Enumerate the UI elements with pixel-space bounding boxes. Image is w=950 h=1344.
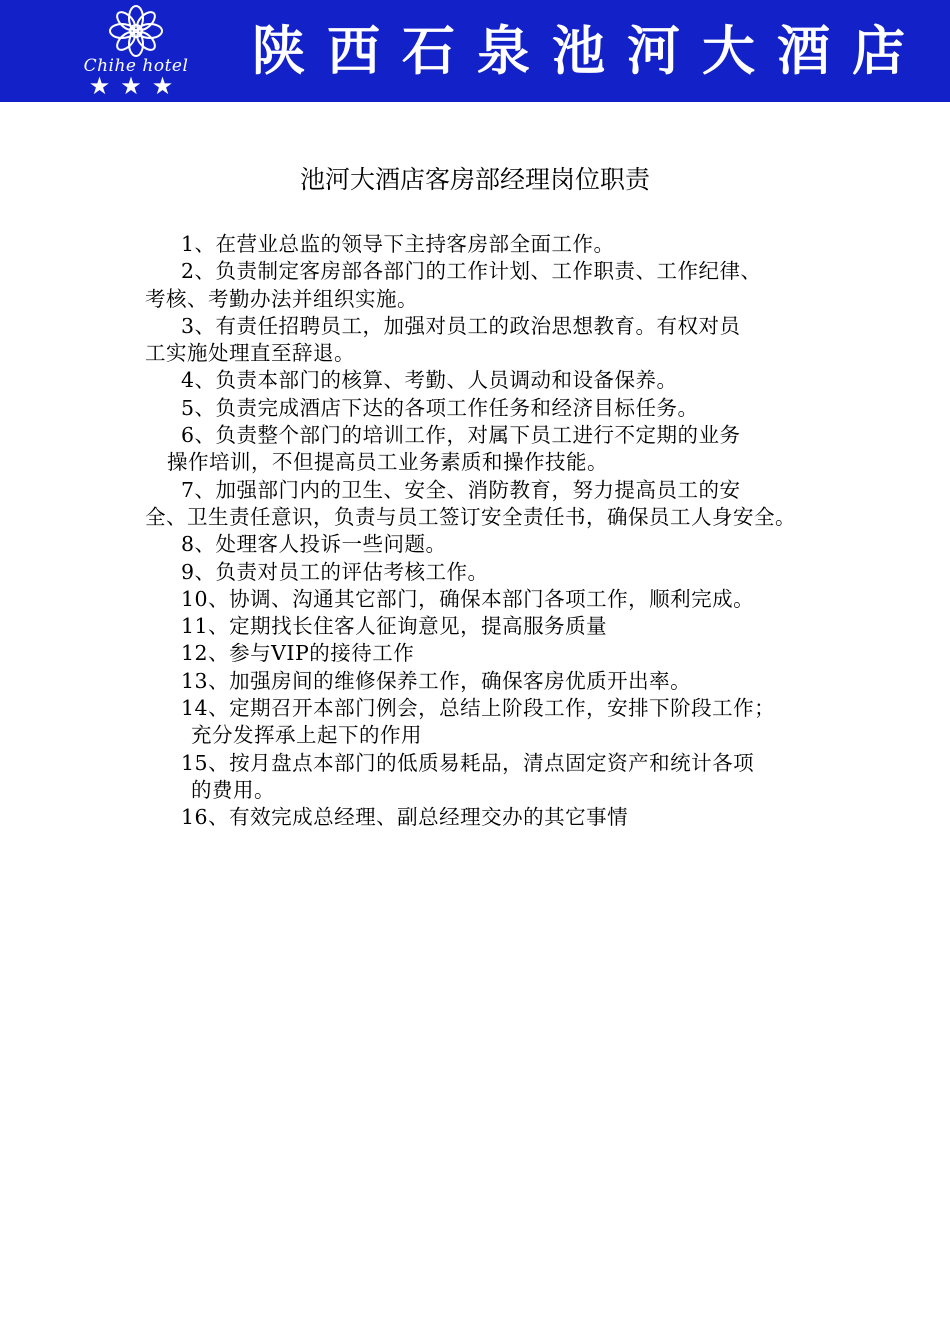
duty-item <box>145 477 825 532</box>
duty-text: 7、加强部门内的卫生、安全、消防教育，努力提高员工的安 <box>181 477 741 502</box>
hotel-name: 陕西石泉池河大酒店 <box>252 20 927 82</box>
duty-text: 9、负责对员工的评估考核工作。 <box>181 559 489 584</box>
duty-text: 2、负责制定客房部各部门的工作计划、工作职责、工作纪律、 <box>181 259 762 284</box>
duty-text-continued: 工实施处理直至辞退。 <box>145 341 355 366</box>
duty-item <box>145 613 825 640</box>
duty-item <box>145 668 825 695</box>
duty-text: 5、负责完成酒店下达的各项工作任务和经济目标任务。 <box>181 395 699 420</box>
duty-text: 4、负责本部门的核算、考勤、人员调动和设备保养。 <box>181 368 678 393</box>
flower-logo-icon <box>106 4 166 58</box>
duty-text: 16、有效完成总经理、副总经理交办的其它事情 <box>181 805 629 830</box>
hotel-logo <box>80 4 192 100</box>
duty-text-continued: 充分发挥承上起下的作用 <box>191 723 422 748</box>
duty-item <box>145 531 825 558</box>
hotel-banner <box>0 0 950 102</box>
duty-text: 1、在营业总监的领导下主持客房部全面工作。 <box>181 232 615 256</box>
duty-text: 11、定期找长住客人征询意见，提高服务质量 <box>181 614 608 639</box>
duty-item <box>145 422 825 477</box>
duty-item <box>145 750 825 805</box>
duty-text: 6、负责整个部门的培训工作，对属下员工进行不定期的业务 <box>181 423 741 448</box>
duty-list <box>145 231 825 832</box>
duty-text: 10、协调、沟通其它部门，确保本部门各项工作，顺利完成。 <box>181 586 755 611</box>
duty-text: 15、按月盘点本部门的低质易耗品，清点固定资产和统计各项 <box>181 750 755 775</box>
duty-item <box>145 231 825 258</box>
duty-text: 8、处理客人投诉一些问题。 <box>181 532 447 557</box>
logo-stars: ★★★ <box>88 72 184 100</box>
duty-text-continued: 全、卫生责任意识，负责与员工签订安全责任书，确保员工人身安全。 <box>145 504 796 529</box>
document-title: 池河大酒店客房部经理岗位职责 <box>299 165 650 194</box>
duty-text: 14、定期召开本部门例会，总结上阶段工作，安排下阶段工作； <box>181 696 776 721</box>
duty-item <box>145 258 825 313</box>
duty-item <box>145 695 825 750</box>
duty-text: 3、有责任招聘员工，加强对员工的政治思想教育。有权对员 <box>181 313 741 338</box>
duty-item <box>145 367 825 394</box>
duty-item <box>145 559 825 586</box>
duty-item <box>145 313 825 368</box>
duty-text-continued: 的费用。 <box>191 777 275 802</box>
duty-text-continued: 操作培训，不但提高员工业务素质和操作技能。 <box>167 450 608 475</box>
duty-text: 12、参与VIP的接待工作 <box>181 641 415 666</box>
duty-item <box>145 640 825 667</box>
duty-item <box>145 395 825 422</box>
duty-text-continued: 考核、考勤办法并组织实施。 <box>145 286 418 311</box>
duty-item <box>145 586 825 613</box>
duty-text: 13、加强房间的维修保养工作，确保客房优质开出率。 <box>181 668 692 693</box>
duty-item <box>145 804 825 831</box>
logo-text: Chihe hotel <box>83 56 189 76</box>
